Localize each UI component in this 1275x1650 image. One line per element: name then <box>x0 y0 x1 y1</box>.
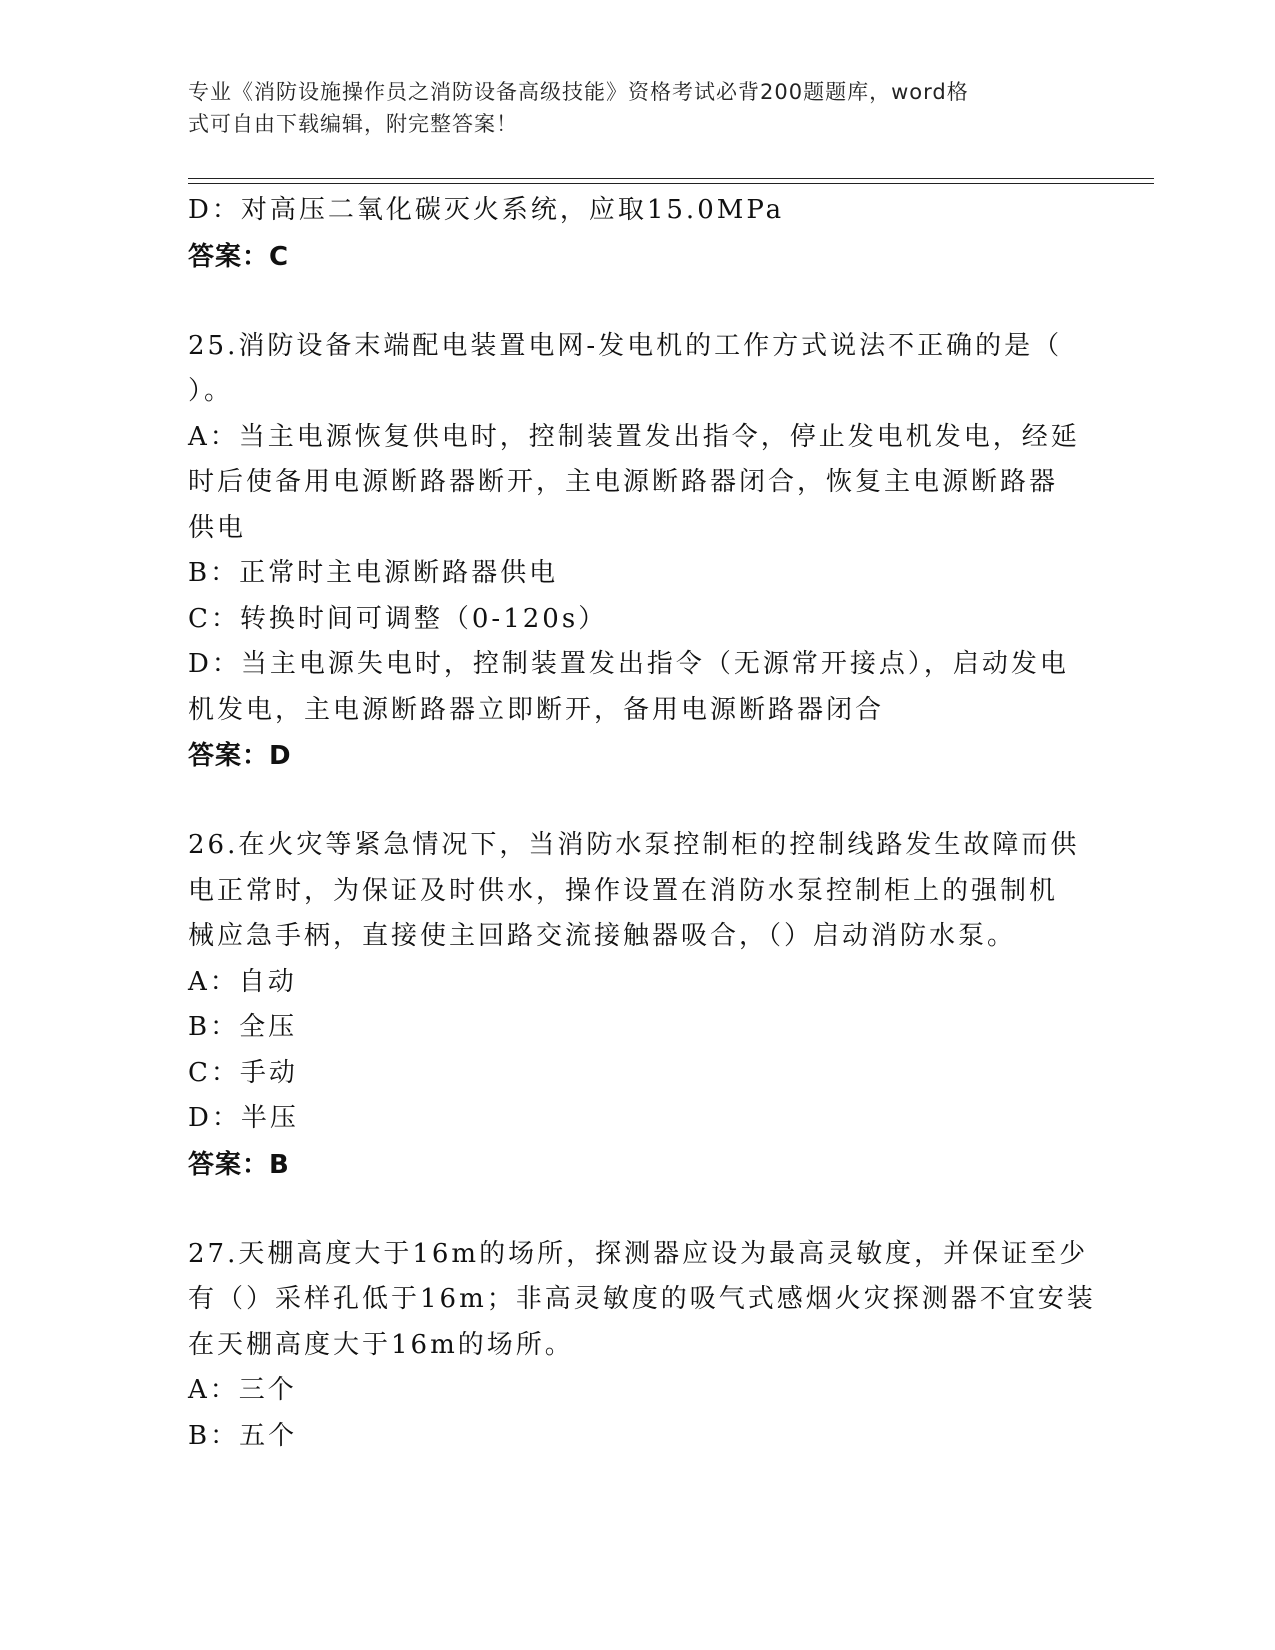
question-stem-line: 25.消防设备末端配电装置电网-发电机的工作方式说法不正确的是（ <box>188 330 1063 361</box>
option-line: 时后使备用电源断路器断开，主电源断路器闭合，恢复主电源断路器 <box>188 467 1059 497</box>
option-line: A：三个 <box>188 1375 297 1405</box>
answer: 答案：C <box>188 241 290 272</box>
option-line: 供电 <box>188 512 247 543</box>
question-26 <box>188 823 1088 1188</box>
question-25 <box>188 324 1088 780</box>
question-list <box>188 188 1096 1459</box>
spacer <box>188 779 1088 823</box>
question-27 <box>188 1232 1096 1460</box>
answer: 答案：D <box>188 741 292 771</box>
option-line: B：五个 <box>188 1420 298 1451</box>
option-line: A：自动 <box>188 966 297 997</box>
question-stem-line: 在天棚高度大于16m的场所。 <box>188 1329 574 1360</box>
question-stem-line: ）。 <box>188 376 234 406</box>
answer: 答案：B <box>188 1149 290 1180</box>
option-line: D：半压 <box>188 1103 299 1133</box>
header-divider-bottom <box>188 183 1154 184</box>
question-stem-line: 有（）采样孔低于16m；非高灵敏度的吸气式感烟火灾探测器不宜安装 <box>188 1284 1096 1314</box>
document-header <box>188 76 1068 140</box>
question-stem-line: 26.在火灾等紧急情况下，当消防水泵控制柜的控制线路发生故障而供 <box>188 830 1080 860</box>
option-line: D：当主电源失电时，控制装置发出指令（无源常开接点），启动发电 <box>188 649 1069 679</box>
option-line: B：正常时主电源断路器供电 <box>188 558 559 588</box>
question-24-tail <box>188 188 1088 280</box>
option-d: D：对高压二氧化碳灭火系统，应取15.0MPa <box>188 195 785 225</box>
option-line: 机发电，主电源断路器立即断开，备用电源断路器闭合 <box>188 694 885 725</box>
header-line-2: 式可自由下载编辑，附完整答案！ <box>188 112 518 136</box>
option-line: C：转换时间可调整（0-120s） <box>188 603 608 634</box>
question-stem-line: 27.天棚高度大于16m的场所，探测器应设为最高灵敏度，并保证至少 <box>188 1238 1089 1269</box>
question-stem-line: 械应急手柄，直接使主回路交流接触器吸合，（）启动消防水泵。 <box>188 921 1017 951</box>
header-divider-top <box>188 178 1154 179</box>
option-line: C：手动 <box>188 1057 298 1088</box>
spacer <box>188 1188 1088 1232</box>
header-line-1: 专业《消防设施操作员之消防设备高级技能》资格考试必背200题题库，word格 <box>188 80 969 104</box>
spacer <box>188 280 1088 324</box>
option-line: B：全压 <box>188 1012 298 1042</box>
option-line: A：当主电源恢复供电时，控制装置发出指令，停止发电机发电，经延 <box>188 421 1080 452</box>
question-stem-line: 电正常时，为保证及时供水，操作设置在消防水泵控制柜上的强制机 <box>188 875 1059 906</box>
